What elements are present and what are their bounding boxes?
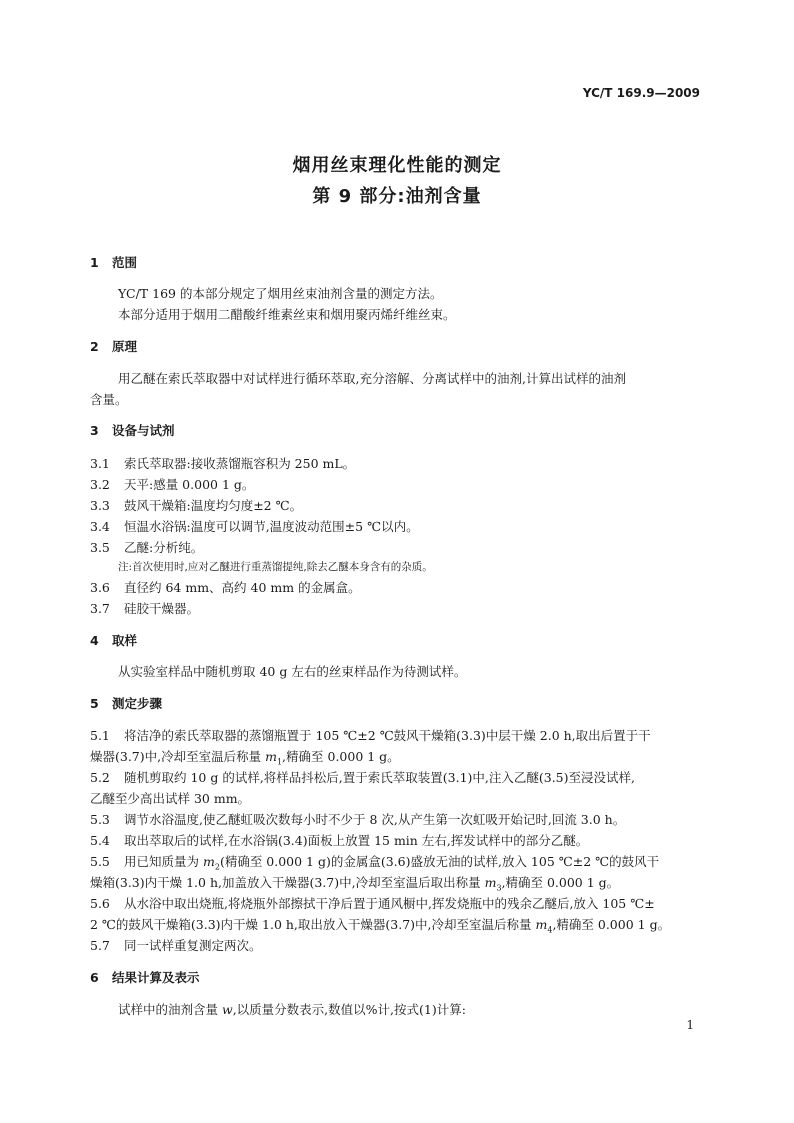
clause-5-7 bbox=[90, 936, 262, 954]
clause-3-1 bbox=[90, 454, 355, 472]
section-5-heading bbox=[90, 694, 162, 712]
clause-number: 5.3 bbox=[90, 812, 110, 827]
clause-3-6 bbox=[90, 578, 361, 596]
clause-3-3 bbox=[90, 496, 302, 514]
clause-5-5 bbox=[90, 852, 659, 872]
clause-number: 5.5 bbox=[90, 854, 110, 869]
section-title: 原理 bbox=[112, 339, 138, 354]
clause-text: 直径约 64 mm、高约 40 mm 的金属盒。 bbox=[124, 580, 361, 595]
clause-number: 5.1 bbox=[90, 728, 110, 743]
clause-number: 5.7 bbox=[90, 938, 110, 953]
clause-number: 3.6 bbox=[90, 580, 110, 595]
clause-5-1 bbox=[90, 726, 651, 744]
section-number: 4 bbox=[90, 633, 99, 648]
clause-number: 3.2 bbox=[90, 477, 110, 492]
clause-text: 天平:感量 0.000 1 g。 bbox=[124, 477, 255, 492]
paragraph-continuation: 含量。 bbox=[90, 392, 128, 407]
clause-number: 5.2 bbox=[90, 770, 110, 785]
section-title: 结果计算及表示 bbox=[112, 970, 200, 985]
clause-5-3 bbox=[90, 810, 625, 828]
clause-5-2 bbox=[90, 768, 635, 786]
clause-5-4 bbox=[90, 831, 588, 849]
clause-text: ,精确至 0.000 1 g。 bbox=[552, 917, 671, 932]
section-number: 2 bbox=[90, 339, 99, 354]
document-title: 烟用丝束理化性能的测定 bbox=[292, 155, 502, 176]
clause-5-5-cont bbox=[90, 873, 619, 893]
clause-number: 3.7 bbox=[90, 601, 110, 616]
paragraph-text: 试样中的油剂含量 bbox=[118, 1002, 222, 1017]
clause-5-6 bbox=[90, 894, 655, 912]
clause-text: 2 ℃的鼓风干燥箱(3.3)内干燥 1.0 h,取出放入干燥器(3.7)中,冷却至室温后称量 bbox=[90, 917, 536, 932]
subscript: 3 bbox=[496, 883, 502, 893]
clause-3-5 bbox=[90, 538, 203, 556]
clause-text: 乙醚:分析纯。 bbox=[124, 540, 204, 555]
section-4-heading bbox=[90, 631, 137, 649]
clause-text: ,精确至 0.000 1 g。 bbox=[501, 875, 620, 890]
section-title: 设备与试剂 bbox=[112, 423, 175, 438]
paragraph: 本部分适用于烟用二醋酸纤维素丝束和烟用聚丙烯纤维丝束。 bbox=[118, 307, 456, 322]
paragraph bbox=[118, 1000, 466, 1018]
section-6-heading bbox=[90, 968, 200, 986]
variable-m: m bbox=[484, 875, 497, 890]
variable-m: m bbox=[265, 749, 277, 764]
clause-text: 硅胶干燥器。 bbox=[124, 601, 200, 616]
clause-text: 调节水浴温度,使乙醚虹吸次数每小时不少于 8 次,从产生第一次虹吸开始记时,回流 3.0 h。 bbox=[124, 812, 626, 827]
subscript: 2 bbox=[214, 862, 220, 872]
clause-number: 5.6 bbox=[90, 896, 110, 911]
paragraph: 从实验室样品中随机剪取 40 g 左右的丝束样品作为待测试样。 bbox=[118, 664, 467, 679]
clause-text: 取出萃取后的试样,在水浴锅(3.4)面板上放置 15 min 左右,挥发试样中的部分乙醚。 bbox=[124, 833, 589, 848]
section-title: 范围 bbox=[112, 255, 138, 270]
clause-text: 鼓风干燥箱:温度均匀度±2 ℃。 bbox=[124, 498, 303, 513]
section-number: 3 bbox=[90, 423, 99, 438]
section-title: 测定步骤 bbox=[112, 696, 163, 711]
section-3-heading bbox=[90, 421, 175, 439]
paragraph: 用乙醚在索氏萃取器中对试样进行循环萃取,充分溶解、分离试样中的油剂,计算出试样的油剂 bbox=[118, 371, 626, 386]
section-number: 6 bbox=[90, 970, 99, 985]
subscript: 1 bbox=[276, 757, 283, 767]
clause-text: 用已知质量为 bbox=[124, 854, 203, 869]
paragraph-text: ,以质量分数表示,数值以%计,按式(1)计算: bbox=[232, 1002, 466, 1017]
clause-text: 从水浴中取出烧瓶,将烧瓶外部擦拭干净后置于通风橱中,挥发烧瓶中的残余乙醚后,放入 105 ℃± bbox=[124, 896, 655, 911]
clause-5-2-cont: 乙醚至少高出试样 30 mm。 bbox=[90, 791, 251, 806]
clause-text: 燥器(3.7)中,冷却至室温后称量 bbox=[90, 749, 266, 764]
clause-number: 3.3 bbox=[90, 498, 110, 513]
clause-5-1-cont bbox=[90, 747, 400, 767]
clause-text: 随机剪取约 10 g 的试样,将样品抖松后,置于索氏萃取装置(3.1)中,注入乙醚(3.5)至浸没试样, bbox=[124, 770, 635, 785]
section-title: 取样 bbox=[112, 633, 138, 648]
clause-number: 3.4 bbox=[90, 519, 110, 534]
clause-number: 3.1 bbox=[90, 456, 110, 471]
clause-text: (精确至 0.000 1 g)的金属盒(3.6)盛放无油的试样,放入 105 ℃±2 ℃的鼓风干 bbox=[219, 854, 660, 869]
clause-3-4 bbox=[90, 517, 419, 535]
clause-number: 3.5 bbox=[90, 540, 110, 555]
section-2-heading bbox=[90, 337, 137, 355]
document-subtitle: 第 9 部分:油剂含量 bbox=[312, 186, 482, 207]
section-number: 5 bbox=[90, 696, 99, 711]
clause-text: ,精确至 0.000 1 g。 bbox=[282, 749, 400, 764]
clause-text: 同一试样重复测定两次。 bbox=[124, 938, 262, 953]
clause-number: 5.4 bbox=[90, 833, 110, 848]
variable-m: m bbox=[535, 917, 548, 932]
subscript: 4 bbox=[547, 925, 553, 935]
clause-5-6-cont bbox=[90, 915, 670, 935]
clause-text: 索氏萃取器:接收蒸馏瓶容积为 250 mL。 bbox=[124, 456, 356, 471]
paragraph: YC/T 169 的本部分规定了烟用丝束油剂含量的测定方法。 bbox=[118, 286, 443, 301]
variable-m: m bbox=[202, 854, 215, 869]
section-1-heading bbox=[90, 253, 137, 271]
clause-text: 恒温水浴锅:温度可以调节,温度波动范围±5 ℃以内。 bbox=[124, 519, 419, 534]
standard-code: YC/T 169.9—2009 bbox=[582, 86, 700, 100]
section-number: 1 bbox=[90, 255, 99, 270]
page-number: 1 bbox=[686, 1018, 694, 1032]
clause-3-2 bbox=[90, 475, 254, 493]
clause-3-7 bbox=[90, 599, 199, 617]
variable-w: w bbox=[221, 1002, 233, 1017]
clause-text: 将洁净的索氏萃取器的蒸馏瓶置于 105 ℃±2 ℃鼓风干燥箱(3.3)中层干燥 2.0 h,取出后置于干 bbox=[124, 728, 651, 743]
note: 注:首次使用时,应对乙醚进行重蒸馏提纯,除去乙醚本身含有的杂质。 bbox=[118, 561, 433, 573]
clause-text: 燥箱(3.3)内干燥 1.0 h,加盖放入干燥器(3.7)中,冷却至室温后取出称量 bbox=[90, 875, 485, 890]
